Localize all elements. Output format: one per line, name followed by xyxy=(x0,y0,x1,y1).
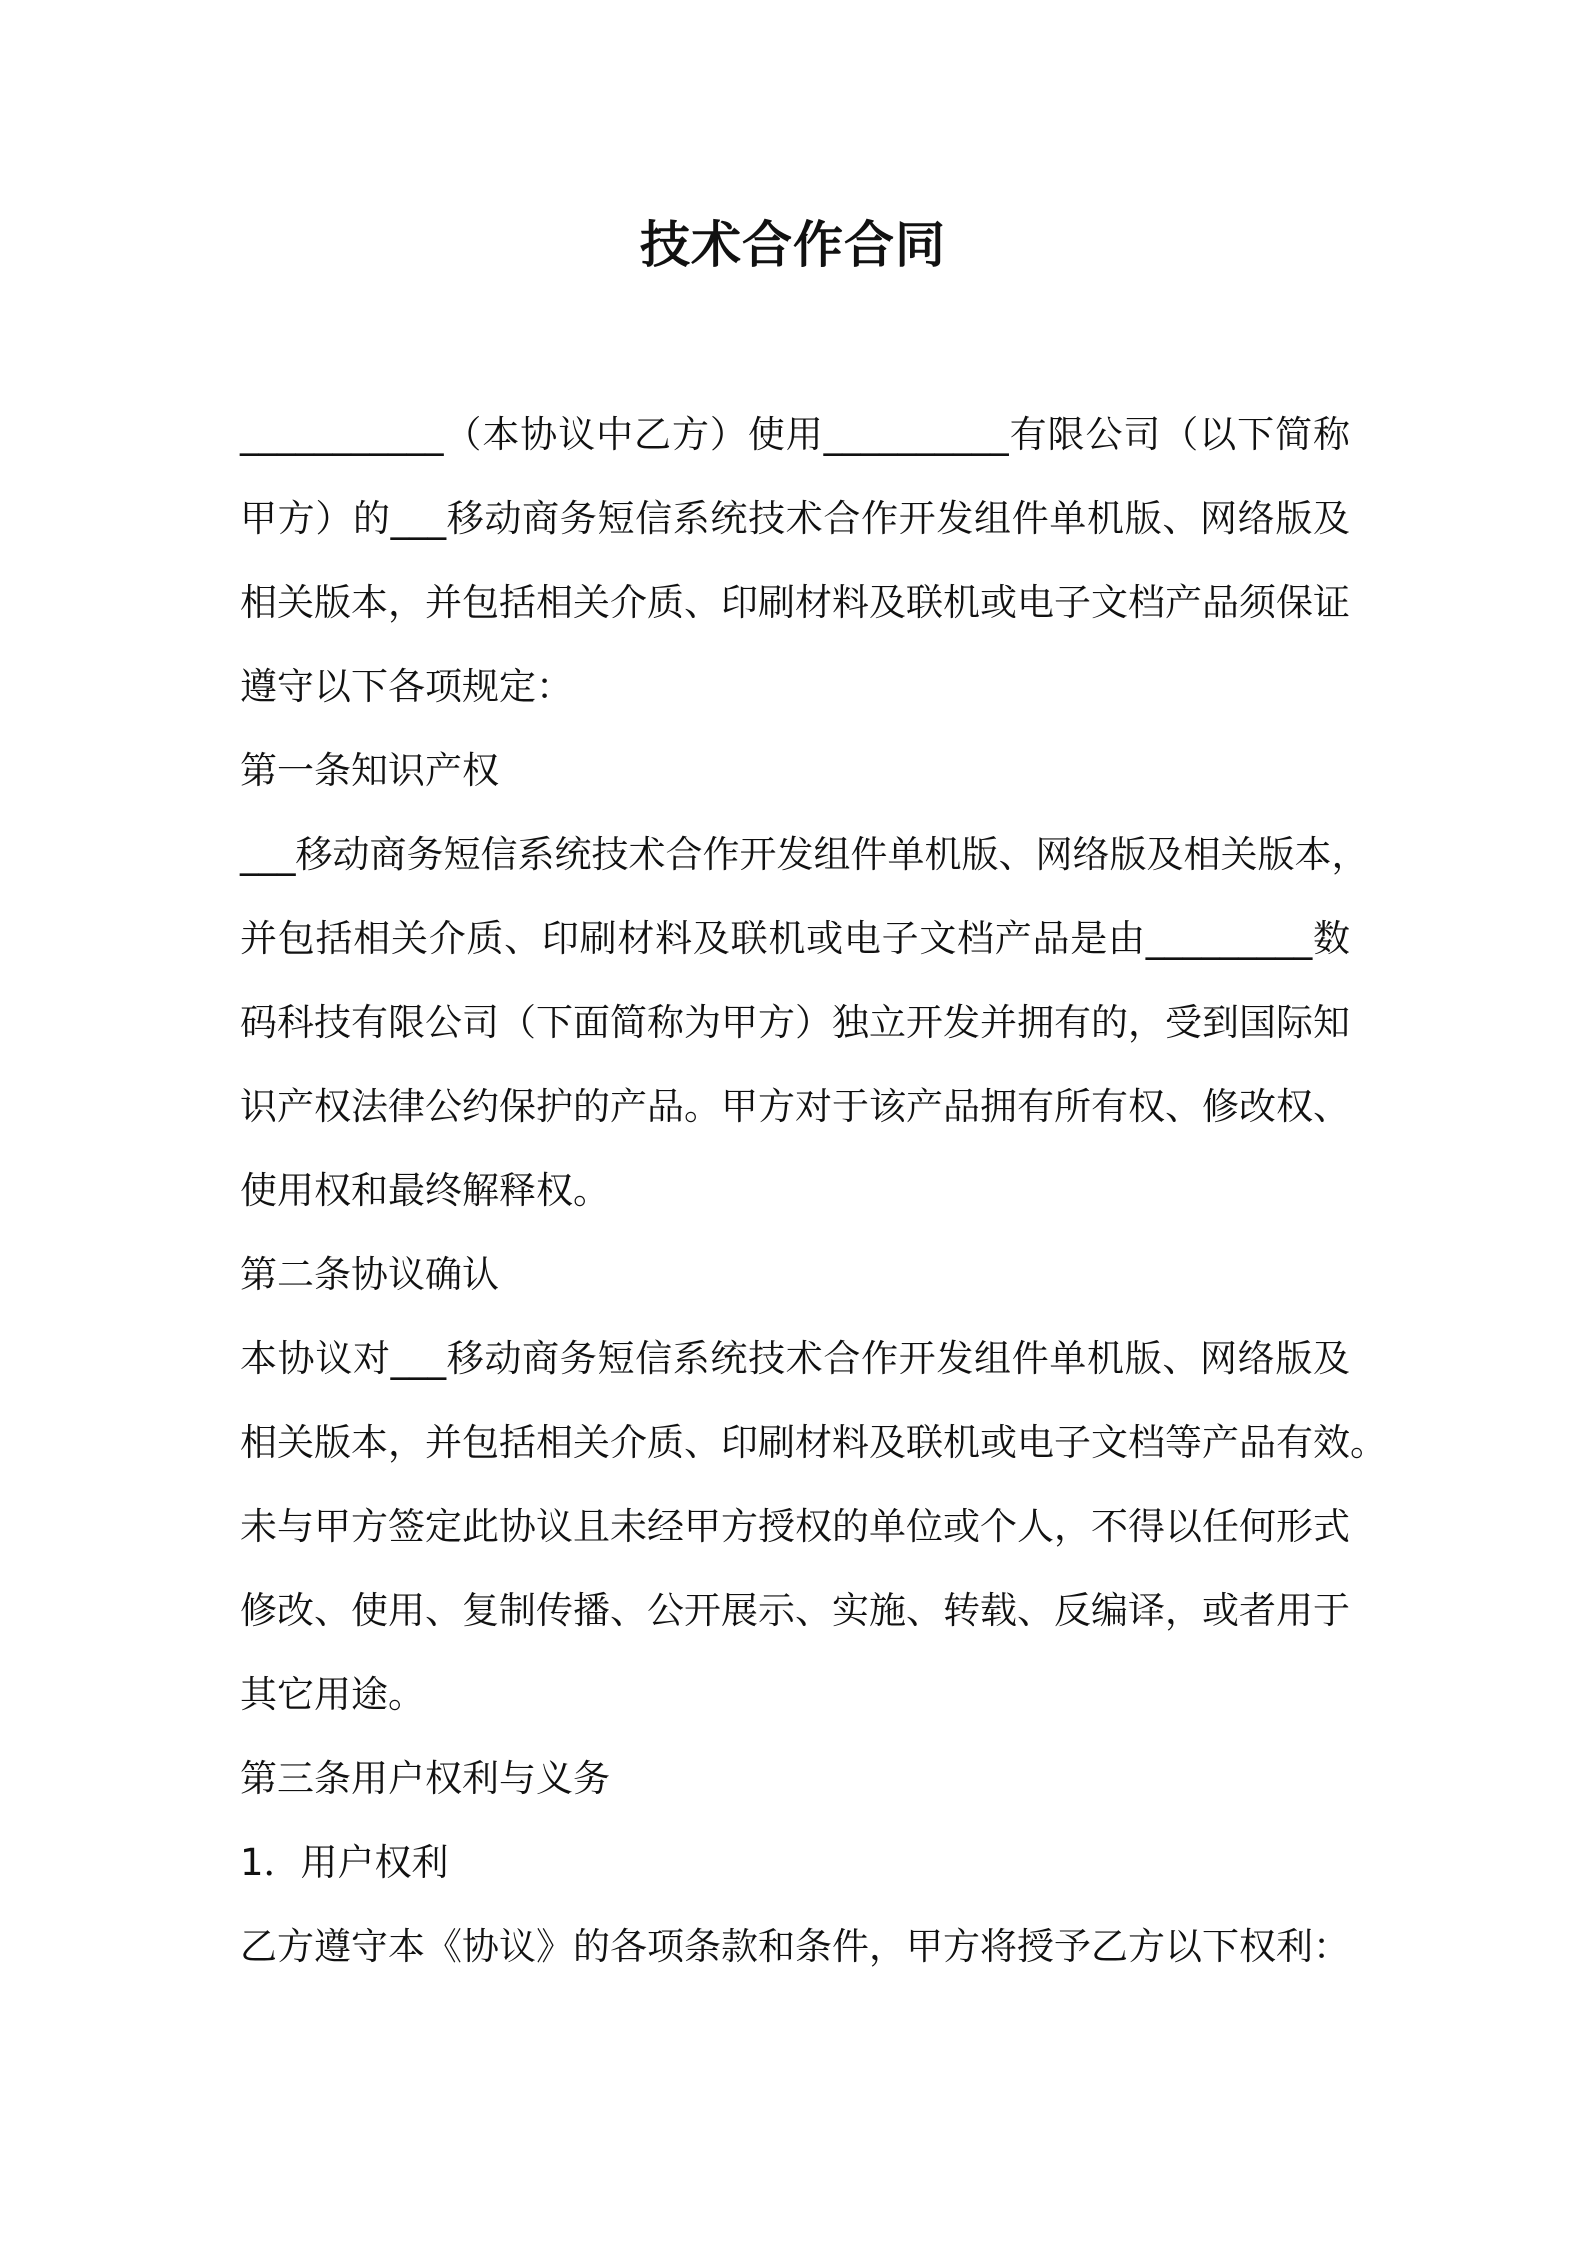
paragraph-line: 并包括相关介质、印刷材料及联机或电子文档产品是由_________数 xyxy=(240,917,1350,960)
paragraph-line: 修改、使用、复制传播、公开展示、实施、转载、反编译，或者用于 xyxy=(240,1589,1350,1632)
section-heading: 第三条用户权利与义务 xyxy=(240,1757,610,1800)
paragraph-line: 本协议对___移动商务短信系统技术合作开发组件单机版、网络版及 xyxy=(240,1337,1350,1380)
paragraph-line: 遵守以下各项规定： xyxy=(240,665,573,708)
paragraph-line: ___移动商务短信系统技术合作开发组件单机版、网络版及相关版本， xyxy=(240,833,1369,876)
document-title: 技术合作合同 xyxy=(640,216,946,274)
document-body xyxy=(240,405,1387,2001)
subsection-heading: 1．用户权利 xyxy=(240,1841,449,1884)
section-heading: 第一条知识产权 xyxy=(240,749,499,792)
paragraph-line: 码科技有限公司（下面简称为甲方）独立开发并拥有的，受到国际知 xyxy=(240,1001,1350,1044)
paragraph-line: 相关版本，并包括相关介质、印刷材料及联机或电子文档产品须保证 xyxy=(240,581,1350,624)
paragraph-line: 相关版本，并包括相关介质、印刷材料及联机或电子文档等产品有效。 xyxy=(240,1421,1387,1464)
paragraph-line: 乙方遵守本《协议》的各项条款和条件，甲方将授予乙方以下权利： xyxy=(240,1925,1350,1968)
paragraph-line: ___________（本协议中乙方）使用__________有限公司（以下简称 xyxy=(240,413,1350,456)
paragraph-line: 甲方）的___移动商务短信系统技术合作开发组件单机版、网络版及 xyxy=(240,497,1350,540)
paragraph-line: 使用权和最终解释权。 xyxy=(240,1169,610,1212)
paragraph-line: 其它用途。 xyxy=(240,1673,425,1716)
section-heading: 第二条协议确认 xyxy=(240,1253,499,1296)
paragraph-line: 识产权法律公约保护的产品。甲方对于该产品拥有所有权、修改权、 xyxy=(240,1085,1350,1128)
paragraph-line: 未与甲方签定此协议且未经甲方授权的单位或个人，不得以任何形式 xyxy=(240,1505,1350,1548)
